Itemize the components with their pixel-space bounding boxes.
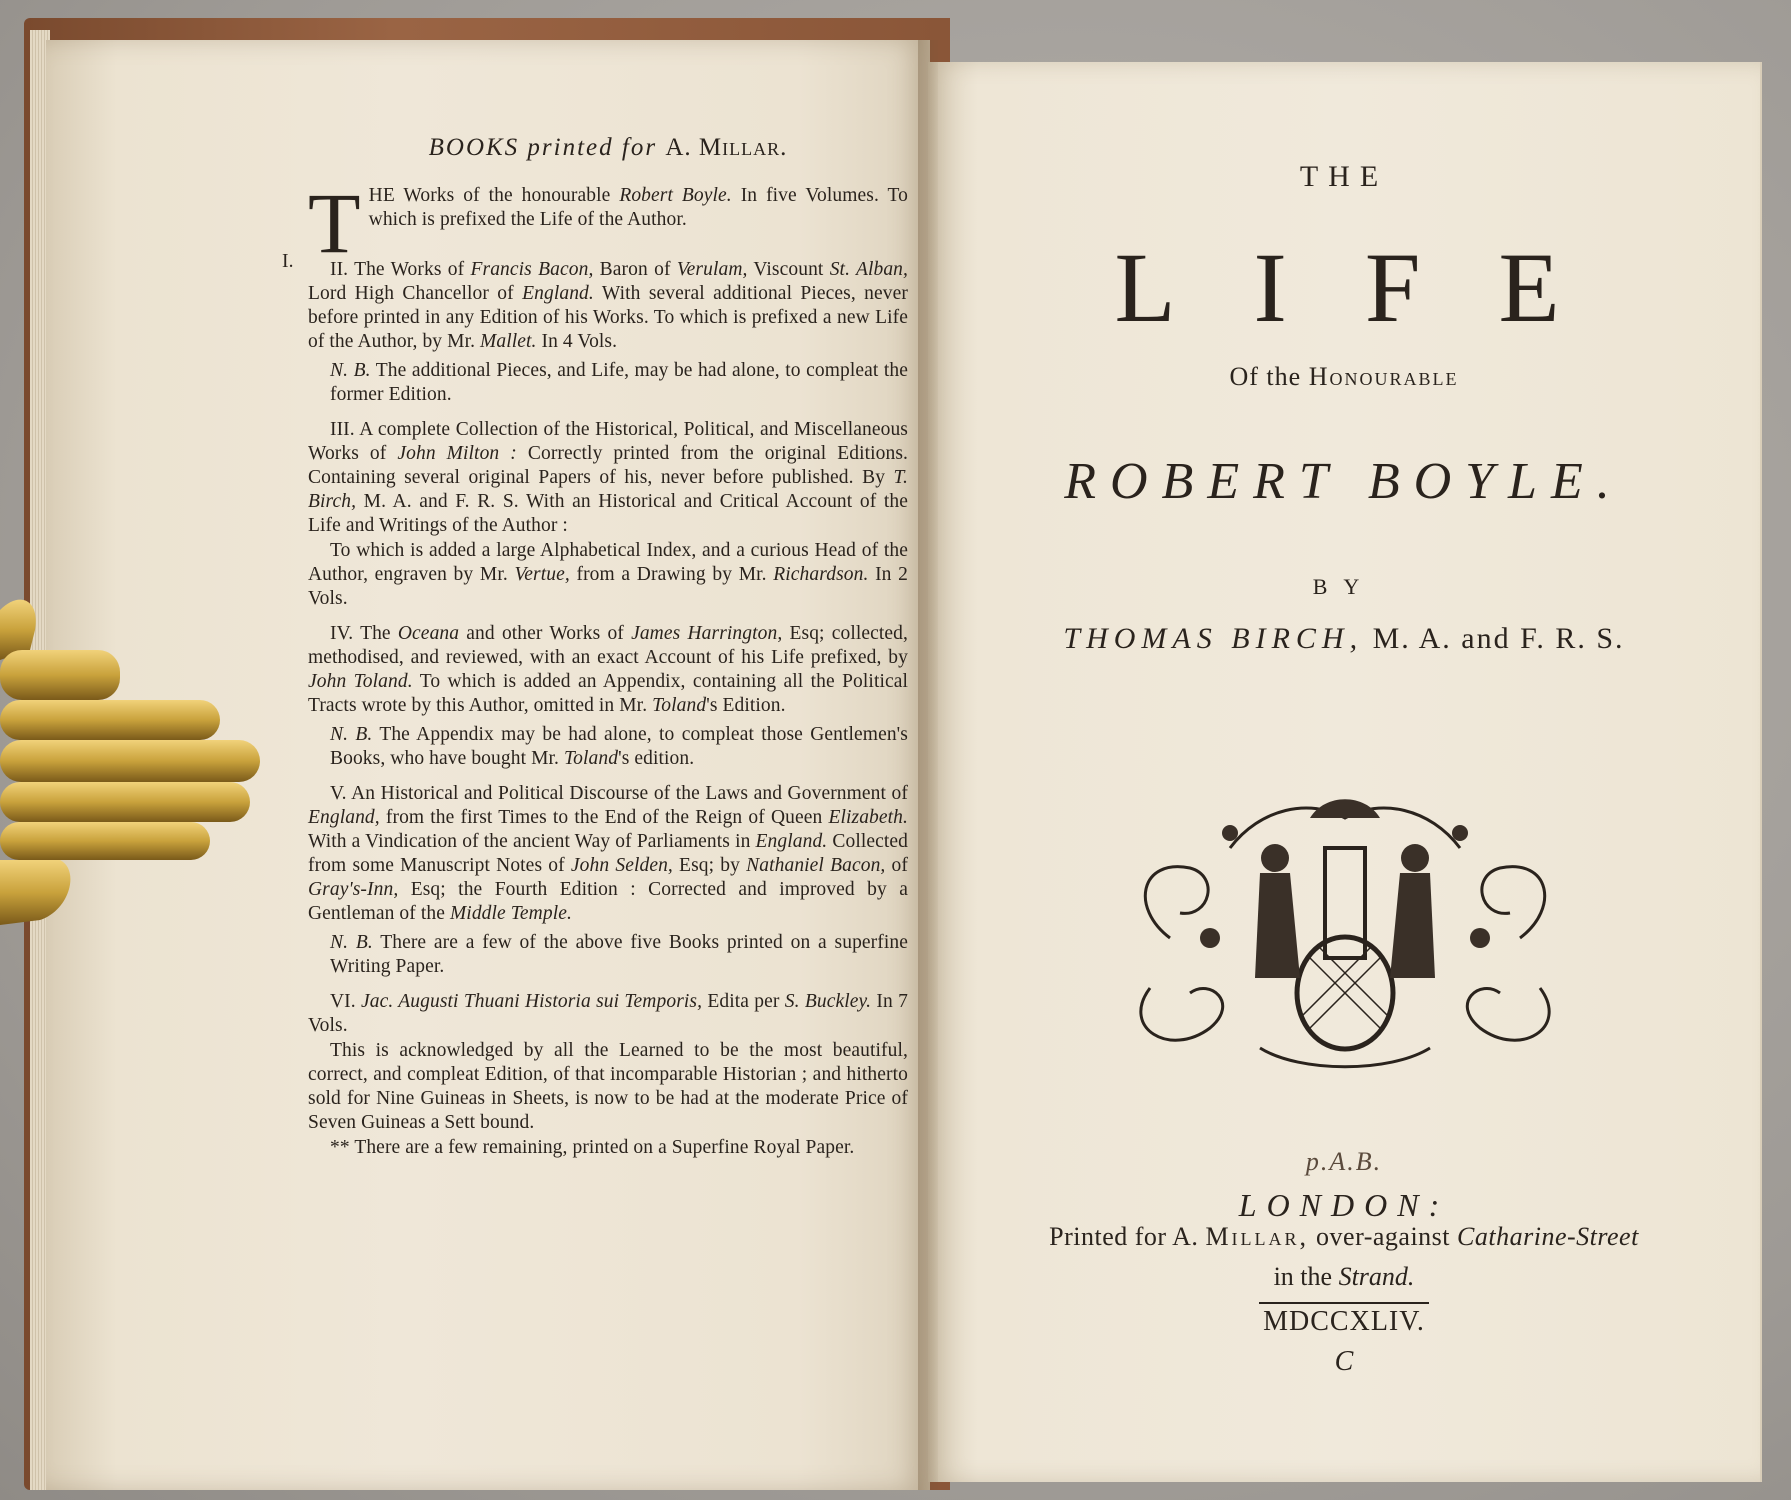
entry-text: Esq; by — [672, 855, 747, 876]
entry-name: Robert Boyle. — [619, 185, 732, 206]
printed-for-text: Printed for A. — [1049, 1222, 1206, 1251]
title-the: THE — [1299, 160, 1389, 193]
entry-5 — [308, 782, 908, 926]
entry-text: V. An Historical and Political Discourse of the Laws and Government of — [330, 783, 908, 804]
entry-name: England. — [755, 831, 828, 852]
entry-text: In 4 Vols. — [536, 331, 618, 352]
note-text: The additional Pieces, and Life, may be had alone, to compleat the former Edition. — [330, 360, 908, 405]
header-printer: A. Millar. — [665, 134, 788, 161]
header-text: BOOKS printed for — [428, 134, 658, 161]
entry-name: Jac. Augusti Thuani Historia sui Temporis, — [361, 991, 703, 1012]
entry-text: Esq; collected, methodised, and reviewed, with an exact Account of his Life prefixed, by — [308, 623, 908, 668]
imprint-address — [928, 1262, 1760, 1292]
address-text: in the — [1273, 1262, 1339, 1291]
entry-name: Nathaniel Bacon, — [746, 855, 886, 876]
entry-text: To which is added an Appendix, containing all the Political Tracts wrote by this Author, omitted in Mr. — [308, 671, 909, 716]
entry-name: Oceana — [397, 623, 460, 644]
entry-text: HE Works of the honourable — [368, 185, 620, 206]
entry-text: Lord High Chancellor of — [308, 283, 523, 304]
entry-text: 's Edition. — [706, 695, 786, 716]
entry-name: S. Buckley. — [784, 991, 872, 1012]
entry-text: from the first Times to the End of the Reign of Queen — [379, 807, 829, 828]
entry-name: Francis Bacon, — [470, 259, 594, 280]
title-life: LIFE — [1114, 232, 1638, 343]
printers-ornament-icon — [1110, 788, 1580, 1078]
entry-name: Gray's-Inn, — [308, 879, 399, 900]
entry-name: John Selden, — [570, 855, 673, 876]
street-name: Catharine-Street — [1457, 1222, 1639, 1251]
date-text: MDCCXLIV. — [1259, 1302, 1429, 1337]
entry-text: III. A complete Collection of the Historical, Political, and Miscellaneous Works of — [308, 419, 908, 464]
advertisement-list — [282, 130, 909, 1171]
note-text: The Appendix may be had alone, to compleat those Gentlemen's Books, who have bought Mr. — [330, 724, 908, 769]
printer-name: Millar, — [1205, 1222, 1310, 1251]
entry-2 — [308, 258, 908, 354]
entry-text: VI. — [330, 991, 362, 1012]
entry-text: Viscount — [747, 259, 830, 280]
entry-text: This is acknowledged by all the Learned to be the most beautiful, correct, and compleat Edition, of that incomparable Historian ; and hitherto sold for Nine Guineas in Sheets, is now to be had at the moderate Price of Seven Guineas a Sett bound. — [308, 1040, 908, 1133]
entry-name: Mallet. — [480, 331, 537, 352]
title-of-the-honourable — [928, 362, 1760, 392]
title-subject: ROBERT BOYLE. — [1064, 453, 1624, 510]
entry-text: II. The Works of — [330, 259, 471, 280]
ink-annotation-c: C — [1334, 1346, 1354, 1377]
entry-text: In 7 Vols. — [308, 991, 908, 1036]
entry-name: James Harrington, — [631, 623, 783, 644]
note-text: 's edition. — [618, 748, 695, 769]
entry-name: Middle Temple. — [449, 903, 572, 924]
brass-hand-page-holder-icon — [0, 590, 280, 950]
entry-text: To which is added a large Alphabetical Index, and a curious Head of the Author, engraven by Mr. — [308, 540, 908, 585]
address-text: over-against — [1309, 1222, 1458, 1251]
entry-6-description — [308, 1039, 908, 1135]
entry-name: T. Birch, — [308, 467, 908, 512]
entry-text: Edita per — [702, 991, 785, 1012]
entry-name: St. Alban, — [829, 259, 909, 280]
entry-text: Esq; the Fourth Edition : Corrected and improved by a Gentleman of the — [308, 879, 908, 924]
entry-name: England. — [522, 283, 594, 304]
imprint-city: LONDON: — [1238, 1187, 1450, 1223]
entry-text: Baron of — [593, 259, 677, 280]
imprint-printer — [928, 1222, 1760, 1252]
entry-3 — [308, 418, 908, 538]
imprint-date — [928, 1306, 1760, 1338]
author-degrees: M. A. and F. R. S. — [1363, 622, 1625, 655]
entry-3-continued — [308, 539, 908, 611]
honourable-text: Honourable — [1308, 362, 1459, 391]
entry-text: In five Volumes. To which is prefixed the Life of the Author. — [368, 185, 908, 230]
strand-name: Strand. — [1338, 1262, 1415, 1291]
entry-text: ** There are a few remaining, printed on a Superfine Royal Paper. — [330, 1137, 855, 1158]
title-page — [928, 62, 1760, 1482]
entry-text: of — [885, 855, 909, 876]
entry-text: In 2 Vols. — [308, 564, 908, 609]
entry-text: M. A. and F. R. S. With an Historical and Critical Account of the Life and Writings of the Author : — [308, 491, 908, 536]
title-by: BY — [1312, 574, 1376, 599]
note-text: There are a few of the above five Books printed on a superfine Writing Paper. — [330, 932, 908, 977]
note-label: N. B. — [330, 724, 373, 745]
note-label: N. B. — [330, 932, 373, 953]
title-author — [928, 622, 1760, 656]
note-label: N. B. — [330, 360, 371, 381]
of-the-text: Of the — [1229, 362, 1302, 391]
entry-name: John Milton : — [397, 443, 517, 464]
entry-text: Collected from some Manuscript Notes of — [308, 831, 908, 876]
entry-text: With several additional Pieces, never before printed in any Edition of his Works. To which is prefixed a new Life of the Author, by Mr. — [308, 283, 908, 352]
entry-text: Correctly printed from the original Editions. Containing several original Papers of his, never before published. By — [308, 443, 908, 488]
entry-name: Richardson. — [773, 564, 869, 585]
entry-text: from a Drawing by Mr. — [569, 564, 774, 585]
entry-text: and other Works of — [459, 623, 632, 644]
entry-4-note — [330, 723, 908, 771]
entry-numeral: I. — [282, 251, 294, 272]
entry-2-note — [330, 359, 908, 407]
page-header — [308, 130, 908, 166]
entry-name: England, — [308, 807, 380, 828]
entry-text: With a Vindication of the ancient Way of Parliaments in — [308, 831, 756, 852]
entry-text: IV. The — [330, 623, 398, 644]
entry-name: Vertue, — [514, 564, 570, 585]
entry-name: Verulam, — [676, 259, 748, 280]
author-name: THOMAS BIRCH, — [1063, 622, 1364, 655]
entry-name: John Toland. — [308, 671, 413, 692]
entry-6-note — [308, 1136, 908, 1160]
entry-name: Toland — [652, 695, 707, 716]
drop-cap: T — [308, 175, 361, 271]
entry-name: Elizabeth. — [828, 807, 908, 828]
entry-4 — [308, 622, 908, 718]
entry-5-note — [330, 931, 908, 979]
entry-6 — [308, 990, 908, 1038]
ink-annotation: p.A.B. — [1305, 1147, 1383, 1176]
note-name: Toland — [564, 748, 619, 769]
